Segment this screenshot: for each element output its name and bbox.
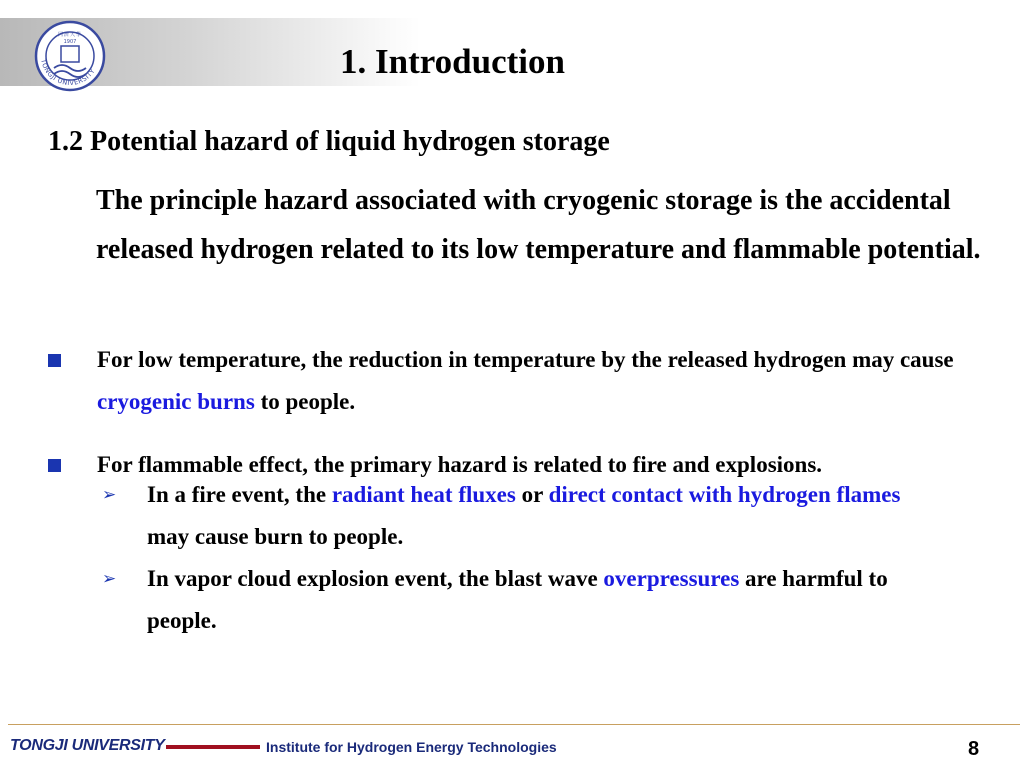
subitem-text-part: In vapor cloud explosion event, the blast wave — [147, 566, 604, 591]
highlight-radiant-heat-fluxes: radiant heat fluxes — [331, 482, 516, 507]
arrow-bullet-icon: ➢ — [102, 485, 117, 505]
slide-title: 1. Introduction — [340, 42, 565, 81]
square-bullet-icon — [48, 459, 61, 472]
university-seal-icon — [34, 20, 106, 92]
subitem-text-part: are harmful to people. — [147, 566, 888, 633]
highlight-cryogenic-burns: cryogenic burns — [97, 389, 255, 414]
seal-year: 1907 — [63, 39, 77, 45]
bullet-low-temperature — [48, 339, 1008, 429]
footer-divider — [8, 724, 1020, 725]
highlight-direct-contact: direct contact with hydrogen flames — [548, 482, 901, 507]
subitem-text-part: or — [515, 482, 549, 507]
subitem-text — [147, 558, 937, 642]
intro-paragraph: The principle hazard associated with cryogenic storage is the accidental released hydrogen related to its low temperature and flammable potential. — [96, 185, 981, 265]
square-bullet-icon — [48, 354, 61, 367]
seal-ring-text: TONGJI UNIVERSITY — [39, 58, 97, 88]
footer-university-name: TONGJI UNIVERSITY — [10, 737, 165, 754]
bullet-text-part: For low temperature, the reduction in temperature by the released hydrogen may cause — [97, 347, 954, 372]
bullet-text — [97, 339, 1017, 423]
subitem-fire-event — [102, 474, 942, 564]
bullet-text-part: to people. — [254, 389, 356, 414]
subitem-vapor-cloud-explosion — [102, 558, 942, 648]
footer-institute-name: Institute for Hydrogen Energy Technologies — [266, 739, 557, 755]
arrow-bullet-icon: ➢ — [102, 569, 117, 589]
subitem-text — [147, 474, 937, 558]
bullet-text: For flammable effect, the primary hazard is related to fire and explosions. — [97, 452, 823, 477]
highlight-overpressures: overpressures — [603, 566, 740, 591]
seal-chinese-name: 同濟大學 — [57, 32, 83, 38]
subitem-text-part: may cause burn to people. — [147, 524, 404, 549]
subitem-text-part: In a fire event, the — [147, 482, 332, 507]
footer-accent-bar — [166, 745, 260, 749]
section-subheading: 1.2 Potential hazard of liquid hydrogen storage — [48, 126, 610, 157]
page-number: 8 — [968, 738, 980, 760]
